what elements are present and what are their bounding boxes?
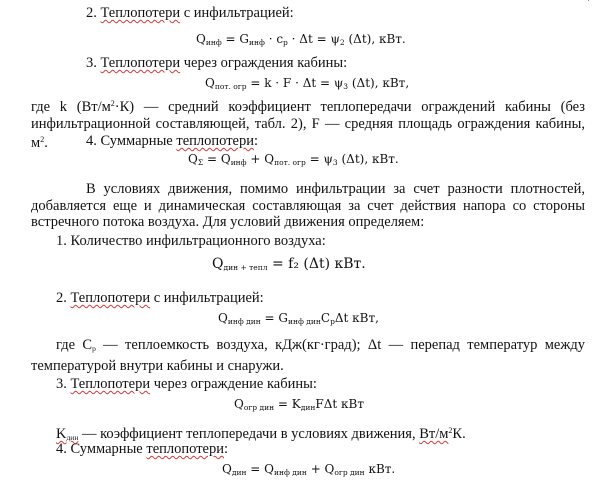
paragraph-motion-conditions: В условиях движения, помимо инфильтрации за счет разности плотностей, добавляется еще и динамическая составляющая за счет действия напора со стороны встречного потока воздуха. Для условий движения определяем: [31, 181, 585, 230]
paragraph-k-definition: где k $(Вт/м^2\cdot К)$ — средний коэффициент теплопередачи ограждений кабины (без инфильтрационной составляющей, табл. 2), F — средняя площадь ограждения кабины, $м^2$. [31, 99, 585, 151]
item-heat-loss-infiltration-dyn: 2. Теплопотери с инфильтрацией: [56, 290, 264, 306]
formula-q-dyn-total: $Q_{дин} = Q_{инф дин} + Q_{огр дин}$ кВт. [222, 462, 396, 477]
item-heat-loss-enclosure-dyn: 3. Теплопотери через ограждение кабины: [56, 376, 317, 392]
formula-q-dyn-heat: $Q_{дин + тепл} = f_2$ (Δt) кВт. [212, 256, 366, 272]
paragraph-cp-definition: где $C_p$ — теплоемкость воздуха, кДж(кг·град); Δt — перепад температур между температурой внутри кабины и снаружи. [31, 337, 585, 374]
item-infiltration-air-amount: 1. Количество инфильтрационного воздуха: [56, 233, 326, 249]
item-heat-loss-enclosure: 3. Теплопотери через ограждения кабины: [86, 55, 348, 71]
item-heat-loss-infiltration: 2. Теплопотери с инфильтрацией: [86, 5, 294, 21]
page-edge-mark [588, 0, 589, 1]
formula-q-enclosure: $Q_{пот. огр} = k \cdot F \cdot \Delta t = \psi_3$ (Δt), кВт, [205, 76, 410, 91]
formula-q-inf-dyn: $Q_{инф дин} = G_{инф дин}C_p\Delta t$ кВт, [218, 311, 379, 326]
formula-q-inf: $Q_{инф} = G_{инф} \cdot c_p \cdot \Delta t = \psi_2$ (Δt), кВт. [196, 32, 406, 47]
paragraph-kdin-definition: $K_{дин}$ — коэффициент теплопередачи в условиях движения, $Вт/м^2К$. [56, 426, 466, 442]
item-total-heat-loss: 4. Суммарные теплопотери: [86, 133, 259, 149]
formula-q-total: $Q_\Sigma = Q_{инф} + Q_{пот. огр} = \psi_3$ (Δt), кВт. [188, 152, 399, 167]
formula-q-enclosure-dyn: $Q_{огр дин} = K_{дин}F\Delta t$ кВт [234, 397, 364, 412]
item-total-heat-loss-dyn: 4. Суммарные теплопотери: [56, 441, 229, 457]
